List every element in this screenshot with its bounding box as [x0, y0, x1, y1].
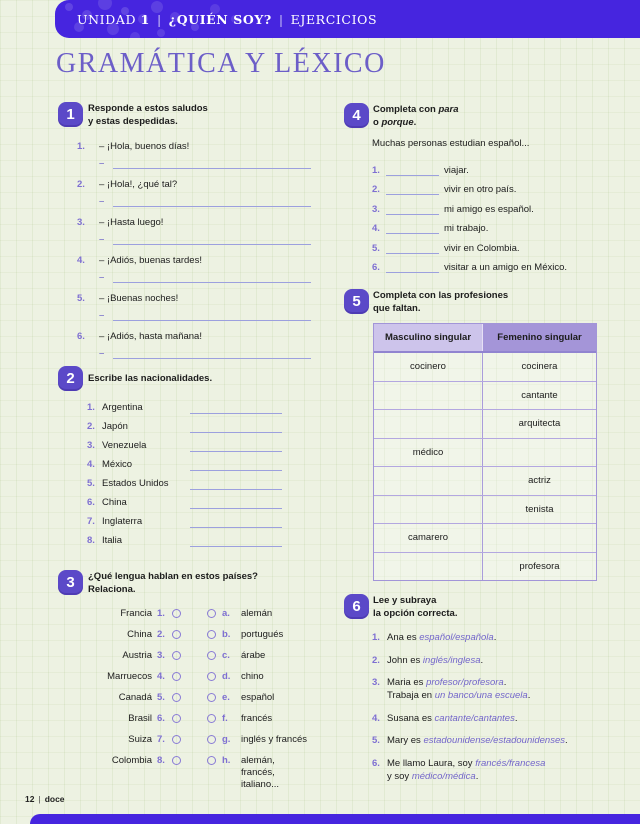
item-number: 3. [157, 650, 165, 661]
match-circle-left[interactable] [172, 651, 181, 660]
table-header-row [374, 324, 596, 353]
option-choice[interactable]: médico/médica [411, 770, 476, 782]
country-name: China [102, 497, 127, 508]
language-name: alemán, francés, italiano... [241, 755, 280, 790]
greeting-text: – ¡Hola, buenos días! [99, 141, 190, 152]
country-name: Canadá [118, 692, 152, 703]
sentence-text: John es inglés/inglesa. [387, 654, 484, 666]
language-name: español [241, 692, 275, 703]
match-circle-right[interactable] [207, 672, 216, 681]
item-letter: c. [222, 650, 230, 661]
sentence-text: Maria es profesor/profesora. Trabaja en un banco/una escuela. [387, 677, 531, 701]
list-item [372, 255, 618, 275]
exercise-4-instructions: Completa con para o porque. [373, 104, 459, 128]
table-cell: arquitecta [482, 410, 596, 438]
page-footer [25, 794, 65, 804]
exercise-1-instructions: Responde a estos saludos y estas despedidas. [88, 103, 208, 127]
match-row [55, 608, 311, 629]
country-name: Japón [102, 421, 128, 432]
table-cell: tenista [482, 496, 596, 524]
item-number: 3. [87, 440, 95, 451]
table-row [374, 353, 596, 381]
answer-line[interactable] [113, 235, 311, 245]
country-name: México [102, 459, 133, 470]
country-name: Suiza [128, 734, 152, 745]
answer-line[interactable] [190, 499, 282, 509]
item-number: 2. [157, 629, 165, 640]
list-item [87, 516, 311, 535]
unit-title: ¿QUIÉN SOY? [168, 11, 272, 27]
professions-table [373, 323, 597, 581]
list-item [87, 478, 311, 497]
exercise-number-badge: 2 [58, 366, 83, 391]
match-circle-right[interactable] [207, 756, 216, 765]
table-row [374, 381, 596, 410]
exercise-number-badge: 3 [58, 570, 83, 595]
item-number: 4. [372, 712, 380, 724]
option-choice[interactable]: inglés/inglesa [422, 654, 481, 666]
exercise-6 [343, 594, 618, 792]
exercise-number-badge: 4 [344, 103, 369, 128]
match-circle-left[interactable] [172, 756, 181, 765]
option-choice[interactable]: un banco/una escuela [434, 690, 528, 701]
sentence-text: mi amigo es español. [444, 203, 534, 215]
item-number: 8. [87, 535, 95, 546]
match-row [55, 713, 311, 734]
exercise-1-header [55, 102, 311, 128]
answer-line[interactable] [113, 273, 311, 283]
item-letter: g. [222, 734, 231, 745]
item-number: 7. [87, 516, 95, 527]
answer-line[interactable] [113, 159, 311, 169]
exercise-number-badge: 6 [344, 594, 369, 619]
table-cell-blank[interactable] [374, 382, 482, 410]
exercise-4 [343, 103, 618, 274]
answer-line[interactable] [190, 442, 282, 452]
country-name: Inglaterra [102, 516, 143, 527]
item-letter: d. [222, 671, 231, 682]
match-row [55, 692, 311, 713]
exercise-4-header [343, 103, 618, 129]
answer-line[interactable] [113, 349, 311, 359]
match-circle-right[interactable] [207, 609, 216, 618]
country-name: China [127, 629, 152, 640]
list-item [372, 216, 618, 236]
country-name: Italia [102, 535, 123, 546]
greeting-text: – ¡Adiós, buenas tardes! [99, 255, 202, 266]
match-circle-right[interactable] [207, 651, 216, 660]
table-cell-blank[interactable] [374, 410, 482, 438]
item-number: 6. [372, 757, 380, 769]
greeting-text: – ¡Hasta luego! [99, 217, 164, 228]
list-item [77, 217, 311, 255]
item-number: 2. [77, 179, 85, 190]
answer-dash: – [99, 158, 105, 169]
item-number: 3. [372, 677, 380, 688]
answer-dash: – [99, 234, 105, 245]
dots-pattern-icon [65, 3, 73, 11]
list-item [372, 196, 618, 216]
table-row [374, 438, 596, 467]
section-label: EJERCICIOS [290, 11, 378, 27]
bottom-accent-bar [30, 814, 640, 824]
item-number: 5. [77, 293, 85, 304]
exercise-6-items [343, 631, 618, 783]
country-name: Colombia [111, 755, 152, 766]
country-name: Estados Unidos [102, 478, 169, 489]
list-item [77, 179, 311, 217]
sentence-text: mi trabajo. [444, 223, 489, 234]
item-letter: a. [222, 608, 230, 619]
country-name: Venezuela [102, 440, 147, 451]
table-cell: cocinero [410, 361, 446, 373]
country-name: Francia [120, 608, 152, 619]
option-choice[interactable]: español/española [419, 632, 494, 643]
item-number: 6. [157, 713, 165, 724]
match-circle-left[interactable] [172, 693, 181, 702]
table-row [374, 466, 596, 495]
item-number: 4. [87, 459, 95, 470]
answer-line[interactable] [190, 423, 282, 433]
greeting-text: – ¡Buenas noches! [99, 293, 179, 304]
item-number: 4. [77, 255, 85, 266]
list-item [372, 734, 618, 747]
table-cell: médico [412, 446, 444, 458]
exercise-3-header [55, 570, 311, 596]
list-item [87, 497, 311, 516]
item-number: 1. [372, 164, 380, 176]
list-item [372, 676, 618, 702]
answer-dash: – [99, 348, 105, 359]
match-circle-left[interactable] [172, 735, 181, 744]
country-name: Brasil [128, 713, 152, 724]
item-number: 3. [372, 203, 380, 215]
item-number: 6. [77, 331, 85, 342]
item-letter: h. [222, 755, 231, 766]
table-cell: actriz [482, 467, 596, 495]
answer-blank[interactable] [386, 262, 439, 273]
page-title: GRAMÁTICA Y LÉXICO [56, 48, 386, 79]
match-row [55, 734, 311, 755]
list-item [372, 157, 618, 177]
item-number: 1. [157, 608, 165, 619]
table-cell-blank[interactable] [374, 467, 482, 495]
country-name: Austria [122, 650, 152, 661]
match-circle-left[interactable] [172, 672, 181, 681]
item-number: 8. [157, 755, 165, 766]
sentence-text: visitar a un amigo en México. [444, 262, 568, 273]
option-choice[interactable]: francés/francesa [475, 757, 546, 769]
list-item [372, 757, 618, 783]
answer-line[interactable] [190, 537, 282, 547]
keyword-para: para [438, 104, 459, 115]
item-number: 5. [372, 735, 380, 746]
answer-blank[interactable] [386, 165, 439, 176]
language-name: chino [241, 671, 264, 682]
header-separator: | [156, 11, 162, 27]
exercise-4-items [343, 157, 618, 274]
list-item [87, 535, 311, 554]
answer-blank[interactable] [386, 204, 439, 215]
sentence-text: vivir en Colombia. [444, 242, 520, 254]
answer-dash: – [99, 196, 105, 207]
list-item [372, 235, 618, 255]
item-number: 7. [157, 734, 165, 745]
match-row [55, 650, 311, 671]
item-number: 5. [157, 692, 165, 703]
match-circle-right[interactable] [207, 714, 216, 723]
item-letter: f. [222, 713, 228, 724]
exercise-3 [55, 570, 311, 791]
answer-dash: – [99, 310, 105, 321]
table-cell-blank[interactable] [482, 439, 596, 467]
match-circle-right[interactable] [207, 735, 216, 744]
page-number: 12 [25, 794, 35, 804]
exercise-1-items [55, 141, 311, 369]
exercise-5 [343, 289, 618, 581]
item-number: 5. [87, 478, 95, 489]
table-cell: cantante [482, 382, 596, 410]
exercise-2-header [55, 366, 311, 391]
list-item [77, 141, 311, 179]
match-row [55, 755, 311, 791]
item-number: 4. [372, 223, 380, 234]
answer-line[interactable] [113, 197, 311, 207]
match-row [55, 671, 311, 692]
page-word: doce [44, 794, 65, 804]
exercise-number-badge: 5 [344, 289, 369, 314]
country-name: Marruecos [107, 671, 152, 682]
greeting-text: – ¡Hola!, ¿qué tal? [99, 179, 178, 190]
answer-line[interactable] [190, 480, 282, 490]
option-choice[interactable]: estadounidense/estadounidenses [423, 735, 565, 746]
list-item [87, 402, 311, 421]
list-item [87, 421, 311, 440]
match-circle-right[interactable] [207, 693, 216, 702]
exercise-2-instructions: Escribe las nacionalidades. [88, 373, 213, 384]
exercise-2 [55, 366, 311, 554]
answer-line[interactable] [190, 461, 282, 471]
keyword-porque: porque [381, 116, 414, 128]
item-number: 2. [87, 421, 95, 432]
item-number: 2. [372, 184, 380, 195]
option-choice[interactable]: profesor/profesora [426, 677, 504, 688]
unit-header-bar [55, 0, 640, 38]
list-item [77, 293, 311, 331]
list-item [87, 440, 311, 459]
exercise-5-instructions: Completa con las profesiones que faltan. [373, 290, 509, 314]
table-row [374, 523, 596, 552]
unit-label: UNIDAD [77, 11, 141, 27]
table-cell: profesora [482, 553, 596, 581]
table-row [374, 552, 596, 581]
language-name: francés [241, 713, 273, 724]
table-cell: cocinera [482, 353, 596, 381]
answer-line[interactable] [113, 311, 311, 321]
exercise-6-instructions: Lee y subraya la opción correcta. [373, 595, 458, 619]
language-name: inglés y francés [241, 734, 308, 745]
answer-line[interactable] [190, 518, 282, 528]
column-header-masculine: Masculino singular [374, 324, 482, 351]
item-number: 1. [372, 632, 380, 643]
unit-number: 1 [140, 11, 150, 27]
item-number: 4. [157, 671, 165, 682]
language-name: portugués [241, 629, 284, 640]
sentence-text: Mary es estadounidense/estadounidenses. [387, 735, 568, 746]
list-item [372, 654, 618, 667]
match-circle-left[interactable] [172, 630, 181, 639]
column-header-feminine: Femenino singular [482, 324, 596, 351]
table-row [374, 495, 596, 524]
answer-line[interactable] [190, 404, 282, 414]
exercise-4-intro: Muchas personas estudian español... [372, 138, 530, 149]
sentence-text: vivir en otro país. [444, 184, 517, 195]
table-cell: camarero [407, 532, 449, 544]
table-row [374, 409, 596, 438]
item-number: 1. [87, 402, 95, 413]
exercise-5-header [343, 289, 618, 315]
match-circle-left[interactable] [172, 609, 181, 618]
greeting-text: – ¡Adiós, hasta mañana! [99, 331, 202, 342]
exercise-3-matching [55, 608, 311, 791]
country-name: Argentina [102, 402, 143, 413]
answer-dash: – [99, 272, 105, 283]
list-item [87, 459, 311, 478]
exercise-1 [55, 102, 311, 369]
item-number: 3. [77, 217, 85, 228]
match-circle-left[interactable] [172, 714, 181, 723]
sentence-text: viajar. [444, 164, 469, 176]
exercise-2-items [55, 402, 311, 554]
sentence-text: Susana es cantante/cantantes. [387, 712, 518, 724]
item-number: 1. [77, 141, 85, 152]
list-item [77, 331, 311, 369]
item-number: 6. [372, 262, 380, 273]
list-item [372, 177, 618, 197]
sentence-text: Me llamo Laura, soy francés/francesa y soy médico/médica. [387, 757, 546, 782]
item-letter: b. [222, 629, 231, 640]
match-row [55, 629, 311, 650]
list-item [77, 255, 311, 293]
table-cell-blank[interactable] [482, 524, 596, 552]
language-name: árabe [241, 650, 266, 661]
answer-blank[interactable] [386, 184, 439, 195]
answer-blank[interactable] [386, 243, 439, 254]
list-item [372, 631, 618, 644]
item-number: 6. [87, 497, 95, 508]
exercise-3-instructions: ¿Qué lengua hablan en estos países? Relaciona. [88, 571, 258, 595]
exercise-6-header [343, 594, 618, 620]
item-letter: e. [222, 692, 230, 703]
footer-separator: | [38, 794, 41, 804]
option-choice[interactable]: cantante/cantantes [434, 712, 515, 724]
answer-blank[interactable] [386, 223, 439, 234]
sentence-text: Ana es español/española. [387, 632, 497, 643]
table-cell-blank[interactable] [374, 553, 482, 581]
list-item [372, 712, 618, 725]
language-name: alemán [241, 608, 273, 619]
item-number: 2. [372, 654, 380, 666]
item-number: 5. [372, 242, 380, 254]
match-circle-right[interactable] [207, 630, 216, 639]
table-cell-blank[interactable] [374, 496, 482, 524]
header-separator: | [278, 11, 284, 27]
exercise-number-badge: 1 [58, 102, 83, 127]
